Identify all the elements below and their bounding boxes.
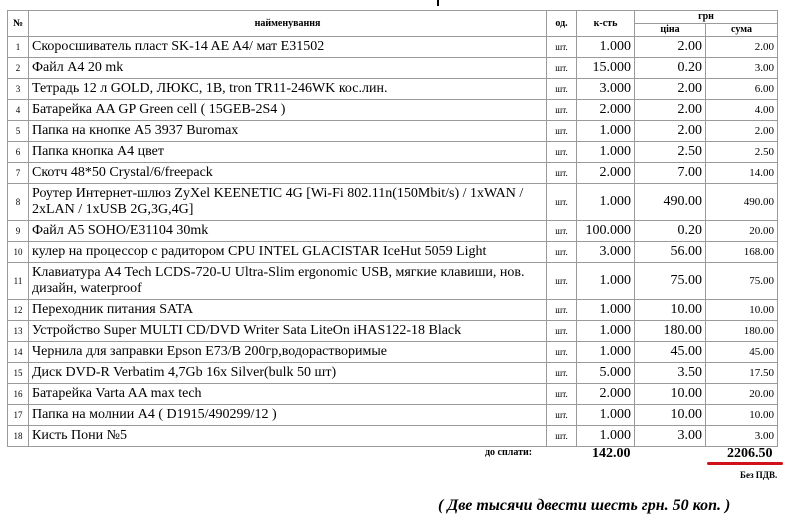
row-number: 16 — [8, 384, 29, 405]
item-sum: 45.00 — [706, 342, 778, 363]
item-name: кулер на процессор с радитором CPU INTEL GLACISTAR IceHut 5059 Light — [29, 242, 547, 263]
item-name: Чернила для заправки Epson E73/B 200гр,водорастворимые — [29, 342, 547, 363]
item-quantity: 1.000 — [577, 300, 635, 321]
item-unit: шт. — [547, 58, 577, 79]
row-number: 10 — [8, 242, 29, 263]
item-sum: 20.00 — [706, 221, 778, 242]
item-unit: шт. — [547, 363, 577, 384]
table-row — [8, 100, 778, 121]
item-sum: 75.00 — [706, 263, 778, 300]
item-quantity: 1.000 — [577, 426, 635, 447]
row-number: 4 — [8, 100, 29, 121]
item-price: 3.50 — [635, 363, 706, 384]
table-row — [8, 263, 778, 300]
row-number: 17 — [8, 405, 29, 426]
item-price: 2.00 — [635, 100, 706, 121]
item-price: 0.20 — [635, 58, 706, 79]
col-unit-header: од. — [547, 11, 577, 37]
item-price: 75.00 — [635, 263, 706, 300]
table-row — [8, 342, 778, 363]
total-label: до сплати: — [485, 447, 533, 458]
row-number: 11 — [8, 263, 29, 300]
item-price: 3.00 — [635, 426, 706, 447]
item-quantity: 1.000 — [577, 184, 635, 221]
item-name: Файл А4 20 mk — [29, 58, 547, 79]
table-row — [8, 321, 778, 342]
item-quantity: 15.000 — [577, 58, 635, 79]
table-row — [8, 163, 778, 184]
item-unit: шт. — [547, 405, 577, 426]
table-row — [8, 300, 778, 321]
item-price: 2.00 — [635, 79, 706, 100]
item-name: Роутер Интернет-шлюз ZyXel KEENETIC 4G [Wi-Fi 802.11n(150Mbit/s) / 1xWAN / 2xLAN / 1xUSB 2G,3G,4G] — [29, 184, 547, 221]
item-unit: шт. — [547, 221, 577, 242]
item-unit: шт. — [547, 121, 577, 142]
total-sum: 2206.50 — [727, 446, 773, 461]
table-row — [8, 79, 778, 100]
item-unit: шт. — [547, 79, 577, 100]
col-name-header: найменування — [29, 11, 547, 37]
item-quantity: 1.000 — [577, 142, 635, 163]
item-unit: шт. — [547, 321, 577, 342]
item-quantity: 3.000 — [577, 242, 635, 263]
table-row — [8, 184, 778, 221]
item-price: 10.00 — [635, 384, 706, 405]
table-row — [8, 142, 778, 163]
item-name: Батарейка Varta AA max tech — [29, 384, 547, 405]
row-number: 9 — [8, 221, 29, 242]
total-quantity: 142.00 — [592, 446, 631, 461]
item-name: Клавиатура A4 Tech LCDS-720-U Ultra-Slim ergonomic USB, мягкие клавиши, нов. дизайн, waterproof — [29, 263, 547, 300]
item-name: Папка на кнопке А5 3937 Buromax — [29, 121, 547, 142]
row-number: 14 — [8, 342, 29, 363]
row-number: 7 — [8, 163, 29, 184]
row-number: 12 — [8, 300, 29, 321]
item-sum: 10.00 — [706, 300, 778, 321]
item-unit: шт. — [547, 263, 577, 300]
item-sum: 6.00 — [706, 79, 778, 100]
item-quantity: 1.000 — [577, 321, 635, 342]
item-price: 7.00 — [635, 163, 706, 184]
col-price-header: ціна — [635, 24, 706, 37]
total-underline-mark — [707, 462, 783, 465]
item-price: 2.00 — [635, 121, 706, 142]
item-sum: 10.00 — [706, 405, 778, 426]
item-quantity: 1.000 — [577, 263, 635, 300]
item-price: 10.00 — [635, 300, 706, 321]
item-name: Тетрадь 12 л GOLD, ЛЮКС, 1В, tron TR11-246WK кос.лин. — [29, 79, 547, 100]
item-price: 180.00 — [635, 321, 706, 342]
item-name: Файл А5 SOHO/E31104 30mk — [29, 221, 547, 242]
item-sum: 2.00 — [706, 37, 778, 58]
row-number: 5 — [8, 121, 29, 142]
item-name: Папка на молнии А4 ( D1915/490299/12 ) — [29, 405, 547, 426]
item-price: 490.00 — [635, 184, 706, 221]
item-price: 2.50 — [635, 142, 706, 163]
item-name: Скоросшиватель пласт SK-14 AE A4/ мат E31502 — [29, 37, 547, 58]
table-row — [8, 58, 778, 79]
item-name: Переходник питания SATA — [29, 300, 547, 321]
item-sum: 2.00 — [706, 121, 778, 142]
item-price: 0.20 — [635, 221, 706, 242]
item-name: Папка кнопка А4 цвет — [29, 142, 547, 163]
item-sum: 168.00 — [706, 242, 778, 263]
item-unit: шт. — [547, 184, 577, 221]
invoice-table-header — [8, 11, 778, 37]
item-quantity: 2.000 — [577, 163, 635, 184]
row-number: 3 — [8, 79, 29, 100]
item-sum: 3.00 — [706, 58, 778, 79]
item-sum: 2.50 — [706, 142, 778, 163]
item-price: 10.00 — [635, 405, 706, 426]
item-price: 45.00 — [635, 342, 706, 363]
item-quantity: 100.000 — [577, 221, 635, 242]
item-unit: шт. — [547, 426, 577, 447]
item-unit: шт. — [547, 142, 577, 163]
amount-in-words: ( Две тысячи двести шесть грн. 50 коп. ) — [438, 497, 731, 514]
table-row — [8, 405, 778, 426]
item-quantity: 2.000 — [577, 100, 635, 121]
item-price: 2.00 — [635, 37, 706, 58]
item-unit: шт. — [547, 100, 577, 121]
row-number: 15 — [8, 363, 29, 384]
item-unit: шт. — [547, 242, 577, 263]
row-number: 1 — [8, 37, 29, 58]
row-number: 18 — [8, 426, 29, 447]
top-tick-mark — [437, 0, 439, 6]
item-sum: 20.00 — [706, 384, 778, 405]
vat-note: Без ПДВ. — [740, 470, 778, 480]
item-name: Диск DVD-R Verbatim 4,7Gb 16x Silver(bulk 50 шт) — [29, 363, 547, 384]
col-sum-header: сума — [706, 24, 778, 37]
item-quantity: 2.000 — [577, 384, 635, 405]
row-number: 13 — [8, 321, 29, 342]
item-quantity: 1.000 — [577, 37, 635, 58]
item-quantity: 5.000 — [577, 363, 635, 384]
item-price: 56.00 — [635, 242, 706, 263]
item-name: Батарейка AA GP Green cell ( 15GEB-2S4 ) — [29, 100, 547, 121]
table-row — [8, 121, 778, 142]
item-quantity: 1.000 — [577, 342, 635, 363]
invoice-table — [7, 10, 778, 447]
col-no-header: № — [8, 11, 29, 37]
col-qty-header: к-сть — [577, 11, 635, 37]
table-row — [8, 221, 778, 242]
table-row — [8, 384, 778, 405]
item-quantity: 3.000 — [577, 79, 635, 100]
row-number: 2 — [8, 58, 29, 79]
item-unit: шт. — [547, 163, 577, 184]
item-quantity: 1.000 — [577, 121, 635, 142]
table-row — [8, 37, 778, 58]
item-sum: 4.00 — [706, 100, 778, 121]
currency-header: грн — [635, 11, 778, 24]
item-quantity: 1.000 — [577, 405, 635, 426]
table-row — [8, 363, 778, 384]
item-sum: 490.00 — [706, 184, 778, 221]
item-name: Скотч 48*50 Crystal/6/freepack — [29, 163, 547, 184]
item-sum: 180.00 — [706, 321, 778, 342]
item-sum: 3.00 — [706, 426, 778, 447]
item-unit: шт. — [547, 300, 577, 321]
table-row — [8, 426, 778, 447]
row-number: 6 — [8, 142, 29, 163]
item-name: Устройство Super MULTI CD/DVD Writer Sata LiteOn iHAS122-18 Black — [29, 321, 547, 342]
item-unit: шт. — [547, 342, 577, 363]
item-unit: шт. — [547, 384, 577, 405]
item-sum: 17.50 — [706, 363, 778, 384]
item-name: Кисть Пони №5 — [29, 426, 547, 447]
invoice-rows — [8, 37, 778, 447]
row-number: 8 — [8, 184, 29, 221]
item-unit: шт. — [547, 37, 577, 58]
table-row — [8, 242, 778, 263]
item-sum: 14.00 — [706, 163, 778, 184]
